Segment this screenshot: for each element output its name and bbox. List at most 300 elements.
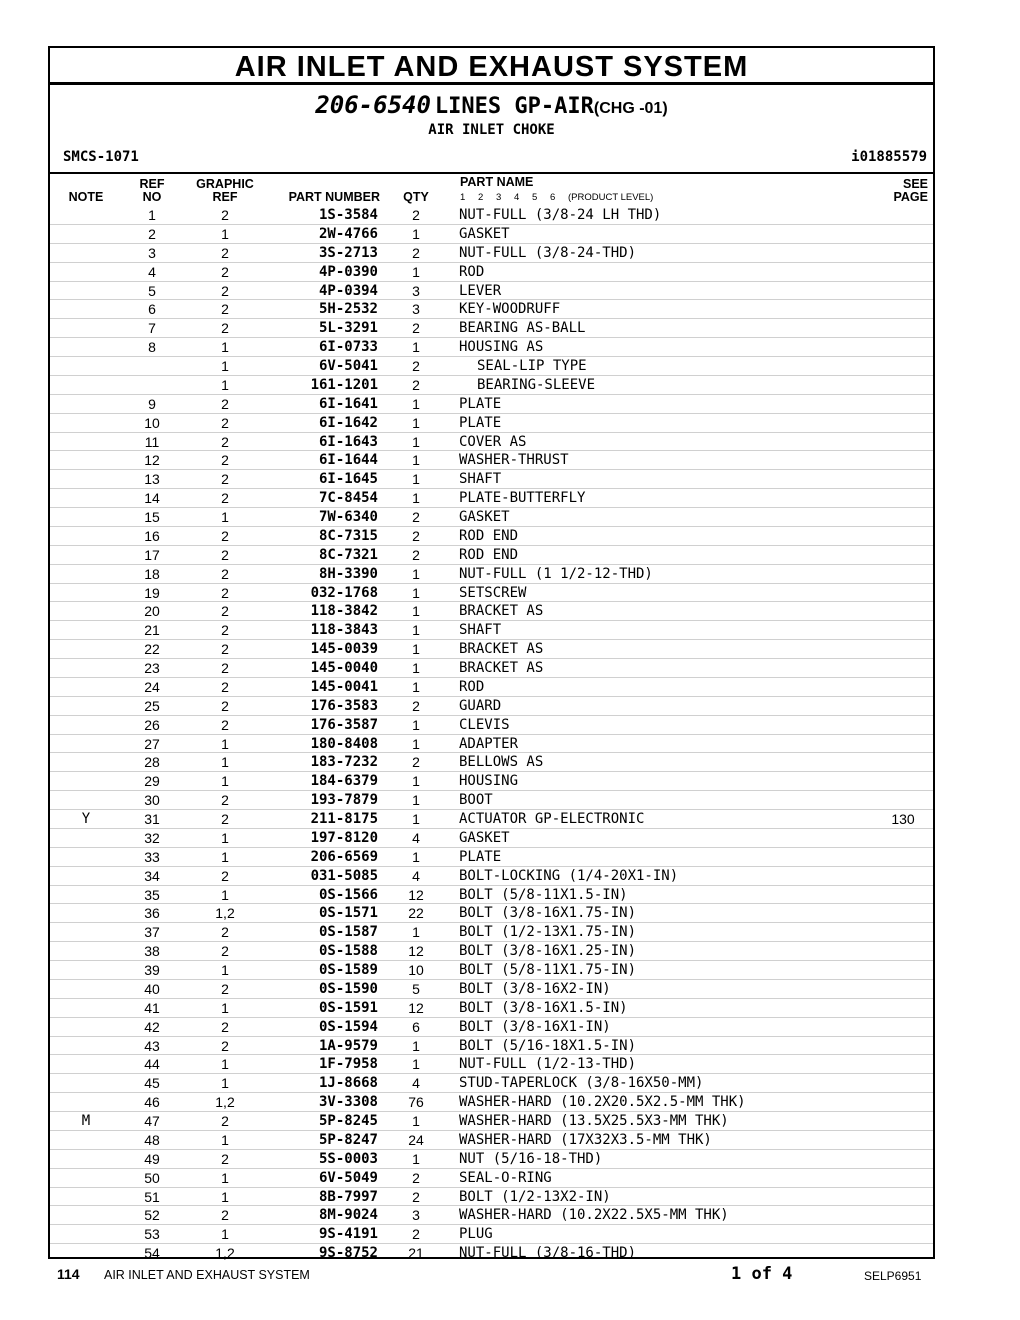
ref-no-cell: 5	[148, 282, 156, 299]
graphic-ref-cell: 1	[221, 962, 229, 978]
part-number-cell: 5L-3291	[318, 320, 378, 337]
graphic-ref-cell: 2	[221, 395, 229, 412]
graphic-ref-cell: 2	[221, 622, 229, 639]
table-row	[50, 527, 933, 546]
part-number-cell: 7W-6340	[318, 509, 378, 525]
part-number-cell: 6I-0733	[318, 339, 378, 356]
graphic-ref-cell: 1,2	[215, 905, 235, 922]
qty-cell: 2	[412, 358, 420, 374]
ref-no-cell: 30	[144, 792, 160, 809]
ref-no-cell: 9	[148, 395, 156, 412]
qty-cell: 3	[412, 282, 420, 299]
level-1: 1	[460, 192, 466, 203]
qty-cell: 6	[412, 1018, 420, 1035]
ref-no-cell: 39	[144, 962, 160, 978]
ref-no-cell: 21	[144, 622, 160, 639]
qty-cell: 2	[412, 1226, 420, 1243]
part-name-cell: ROD END	[459, 546, 519, 563]
table-row	[50, 1018, 933, 1037]
graphic-ref-cell: 2	[221, 301, 229, 318]
qty-cell: 2	[412, 1188, 420, 1205]
graphic-ref-cell: 2	[221, 490, 229, 507]
part-number-cell: 1S-3584	[318, 207, 378, 223]
part-number-cell: 8H-3390	[318, 565, 378, 582]
part-number-cell: 5H-2532	[318, 301, 378, 318]
table-row	[50, 602, 933, 621]
qty-cell: 1	[412, 792, 420, 809]
graphic-ref-cell: 1	[221, 1056, 229, 1073]
table-row	[50, 886, 933, 905]
ref-no-cell: 50	[144, 1169, 160, 1186]
graphic-ref-cell: 2	[221, 565, 229, 582]
ref-no-cell: 52	[144, 1207, 160, 1224]
table-row	[50, 810, 933, 829]
table-row	[50, 584, 933, 603]
part-name-cell: SHAFT	[459, 622, 502, 639]
part-name-cell: BOLT (3/8-16X1-IN)	[459, 1018, 611, 1035]
part-number-cell: 6I-1642	[318, 414, 378, 431]
change-level: (CHG -01)	[593, 100, 668, 117]
ref-no-cell: 15	[144, 509, 160, 525]
table-row	[50, 640, 933, 659]
part-number-cell: 6V-5041	[318, 358, 378, 374]
part-number-cell: 161-1201	[310, 376, 378, 393]
ref-no-cell: 10	[144, 414, 160, 431]
qty-cell: 1	[412, 471, 420, 488]
level-6: 6	[550, 192, 556, 203]
graphic-ref-cell: 1	[221, 1188, 229, 1205]
table-row	[50, 678, 933, 697]
qty-cell: 1	[412, 225, 420, 242]
part-name-cell: BOLT (5/8-11X1.75-IN)	[459, 962, 637, 978]
part-number-cell: 6V-5049	[318, 1169, 378, 1186]
table-row	[50, 659, 933, 678]
level-3: 3	[496, 192, 502, 203]
graphic-ref-cell: 2	[221, 546, 229, 563]
part-name-cell: ROD END	[459, 527, 519, 544]
table-row	[50, 1055, 933, 1074]
table-row	[50, 716, 933, 735]
ref-no-cell: 44	[144, 1056, 160, 1073]
col-qty: QTY	[403, 190, 429, 204]
col-part-number: PART NUMBER	[288, 190, 380, 204]
graphic-ref-cell: 2	[221, 678, 229, 695]
table-row	[50, 1225, 933, 1244]
part-number-cell: 8C-7321	[318, 546, 378, 563]
table-row	[50, 414, 933, 433]
part-name-cell: GASKET	[459, 829, 510, 846]
qty-cell: 12	[408, 999, 424, 1016]
part-number-cell: 0S-1588	[318, 943, 378, 960]
qty-cell: 1	[412, 735, 420, 752]
part-name-cell: BOOT	[459, 792, 493, 809]
part-name-cell: PLATE-BUTTERFLY	[459, 490, 586, 507]
table-row	[50, 1093, 933, 1112]
qty-cell: 1	[412, 848, 420, 865]
part-name-cell: BOLT (3/8-16X1.5-IN)	[459, 999, 628, 1016]
qty-cell: 3	[412, 301, 420, 318]
ref-no-cell: 16	[144, 527, 160, 544]
part-name-cell: NUT-FULL (3/8-16-THD)	[459, 1245, 637, 1262]
part-number-cell: 6I-1643	[318, 433, 378, 450]
graphic-ref-cell: 2	[221, 660, 229, 676]
part-number-cell: 4P-0390	[318, 263, 378, 280]
table-row	[50, 508, 933, 527]
part-number-cell: 9S-4191	[318, 1226, 378, 1243]
qty-cell: 1	[412, 414, 420, 431]
group-heading	[50, 91, 933, 119]
part-number-cell: 6I-1641	[318, 395, 378, 412]
part-number-cell: 193-7879	[310, 792, 378, 809]
table-row	[50, 319, 933, 338]
ref-no-cell: 3	[148, 244, 156, 261]
table-row	[50, 1074, 933, 1093]
part-number-cell: 3V-3308	[318, 1094, 378, 1111]
part-name-cell: BRACKET AS	[459, 603, 544, 620]
part-number-cell: 180-8408	[310, 735, 378, 752]
qty-cell: 1	[412, 1037, 420, 1054]
part-number-cell: 6I-1644	[318, 452, 378, 469]
level-4: 4	[514, 192, 520, 203]
ref-no-cell: 11	[144, 433, 160, 450]
ref-no-cell: 27	[144, 735, 160, 752]
table-row	[50, 433, 933, 452]
part-number-cell: 0S-1591	[318, 999, 378, 1016]
part-number-cell: 5S-0003	[318, 1150, 378, 1167]
qty-cell: 1	[412, 584, 420, 601]
table-row	[50, 735, 933, 754]
table-row	[50, 470, 933, 489]
ref-no-cell: 29	[144, 773, 160, 790]
table-row	[50, 376, 933, 395]
qty-cell: 2	[412, 509, 420, 525]
part-name-cell: BOLT (1/2-13X2-IN)	[459, 1188, 611, 1205]
table-row	[50, 300, 933, 319]
graphic-ref-cell: 1	[221, 773, 229, 790]
graphic-ref-cell: 1	[221, 1131, 229, 1148]
qty-cell: 1	[412, 716, 420, 733]
ref-no-cell: 18	[144, 565, 160, 582]
graphic-ref-cell: 2	[221, 320, 229, 337]
table-row	[50, 1150, 933, 1169]
part-number-cell: 8C-7315	[318, 527, 378, 544]
graphic-ref-cell: 1,2	[215, 1245, 235, 1262]
part-name-cell: ROD	[459, 263, 485, 280]
part-number-cell: 2W-4766	[318, 225, 378, 242]
part-name-cell: BOLT (3/8-16X1.25-IN)	[459, 943, 637, 960]
qty-cell: 2	[412, 527, 420, 544]
graphic-ref-cell: 1	[221, 754, 229, 771]
part-name-cell: BOLT (3/8-16X1.75-IN)	[459, 905, 637, 922]
part-number-cell: 0S-1571	[318, 905, 378, 922]
part-name-cell: PLATE	[459, 848, 502, 865]
graphic-ref-cell: 1	[221, 848, 229, 865]
table-row	[50, 206, 933, 225]
graphic-ref-cell: 2	[221, 980, 229, 997]
part-number-cell: 3S-2713	[318, 244, 378, 261]
group-name: LINES GP-AIR	[434, 94, 594, 119]
ref-no-cell: 4	[148, 263, 156, 280]
qty-cell: 2	[412, 376, 420, 393]
col-note: NOTE	[68, 190, 104, 204]
qty-cell: 1	[412, 1113, 420, 1129]
part-name-cell: GUARD	[459, 697, 502, 714]
table-row	[50, 1112, 933, 1131]
part-name-cell: NUT (5/16-18-THD)	[459, 1150, 603, 1167]
qty-cell: 1	[412, 490, 420, 507]
ref-no-cell: 37	[144, 924, 160, 941]
qty-cell: 4	[412, 867, 420, 884]
section-title: AIR INLET AND EXHAUST SYSTEM	[50, 48, 933, 85]
graphic-ref-cell: 2	[221, 207, 229, 223]
ref-no-cell: 19	[144, 584, 160, 601]
qty-cell: 2	[412, 546, 420, 563]
see-page-cell: 130	[891, 811, 915, 827]
ref-no-cell: 49	[144, 1150, 160, 1167]
graphic-ref-cell: 2	[221, 811, 229, 827]
part-number-cell: 176-3587	[310, 716, 378, 733]
qty-cell: 1	[412, 660, 420, 676]
parts-table-body	[50, 206, 933, 1263]
part-name-cell: KEY-WOODRUFF	[459, 301, 561, 318]
graphic-ref-cell: 2	[221, 792, 229, 809]
product-levels	[460, 192, 653, 203]
footer-doc-id: SELP6951	[864, 1269, 922, 1283]
parts-list-frame	[48, 46, 935, 1262]
qty-cell: 1	[412, 452, 420, 469]
ref-no-cell: 46	[144, 1094, 160, 1111]
qty-cell: 76	[408, 1094, 424, 1111]
part-number-cell: 1J-8668	[318, 1075, 378, 1092]
qty-cell: 1	[412, 263, 420, 280]
part-number-cell: 206-6569	[310, 848, 378, 865]
part-name-cell: BELLOWS AS	[459, 754, 544, 771]
table-row	[50, 546, 933, 565]
part-name-cell: BOLT (1/2-13X1.75-IN)	[459, 924, 637, 941]
qty-cell: 1	[412, 773, 420, 790]
table-row	[50, 999, 933, 1018]
qty-cell: 2	[412, 754, 420, 771]
table-row	[50, 829, 933, 848]
ref-no-cell: 34	[144, 867, 160, 884]
graphic-ref-cell: 1	[221, 339, 229, 356]
ref-no-cell: 32	[144, 829, 160, 846]
part-number-cell: 1F-7958	[318, 1056, 378, 1073]
qty-cell: 24	[408, 1131, 424, 1148]
table-row	[50, 1206, 933, 1225]
qty-cell: 12	[408, 943, 424, 960]
ref-no-cell: 33	[144, 848, 160, 865]
graphic-ref-cell: 2	[221, 716, 229, 733]
table-row	[50, 1131, 933, 1150]
table-row	[50, 565, 933, 584]
part-number-cell: 4P-0394	[318, 282, 378, 299]
part-number-cell: 197-8120	[310, 829, 378, 846]
table-row	[50, 791, 933, 810]
part-name-cell: BRACKET AS	[459, 660, 544, 676]
graphic-ref-cell: 1	[221, 735, 229, 752]
ref-no-cell: 12	[144, 452, 160, 469]
part-name-cell: SEAL-O-RING	[459, 1169, 552, 1186]
table-row	[50, 867, 933, 886]
qty-cell: 22	[408, 905, 424, 922]
graphic-ref-cell: 1	[221, 999, 229, 1016]
graphic-ref-cell: 2	[221, 527, 229, 544]
col-ref-bottom: NO	[142, 190, 162, 204]
part-name-cell: HOUSING AS	[459, 339, 544, 356]
graphic-ref-cell: 2	[221, 244, 229, 261]
graphic-ref-cell: 1	[221, 1169, 229, 1186]
col-part-name: PART NAME	[460, 175, 534, 189]
part-number-cell: 118-3843	[310, 622, 378, 639]
graphic-ref-cell: 2	[221, 414, 229, 431]
part-name-cell: ROD	[459, 678, 485, 695]
part-number-cell: 8M-9024	[318, 1207, 378, 1224]
part-name-cell: WASHER-THRUST	[459, 452, 569, 469]
part-name-cell: BOLT (3/8-16X2-IN)	[459, 980, 611, 997]
table-row	[50, 338, 933, 357]
graphic-ref-cell: 2	[221, 1207, 229, 1224]
part-number-cell: 184-6379	[310, 773, 378, 790]
graphic-ref-cell: 2	[221, 641, 229, 658]
qty-cell: 2	[412, 207, 420, 223]
part-number-cell: 1A-9579	[318, 1037, 378, 1054]
part-name-cell: LEVER	[459, 282, 502, 299]
part-number-cell: 031-5085	[310, 867, 378, 884]
level-5: 5	[532, 192, 538, 203]
col-see-top: SEE	[902, 177, 928, 191]
ref-no-cell: 25	[144, 697, 160, 714]
header-divider	[50, 172, 933, 174]
table-row	[50, 904, 933, 923]
group-subtitle: AIR INLET CHOKE	[428, 122, 555, 138]
qty-cell: 1	[412, 622, 420, 639]
part-number-cell: 0S-1566	[318, 886, 378, 903]
graphic-ref-cell: 1	[221, 1226, 229, 1243]
qty-cell: 1	[412, 1056, 420, 1073]
part-number-cell: 145-0040	[310, 660, 378, 676]
qty-cell: 1	[412, 924, 420, 941]
part-name-cell: SHAFT	[459, 471, 502, 488]
ref-no-cell: 28	[144, 754, 160, 771]
part-name-cell: PLATE	[459, 395, 502, 412]
graphic-ref-cell: 2	[221, 1150, 229, 1167]
ref-no-cell: 22	[144, 641, 160, 658]
part-name-cell: BOLT-LOCKING (1/4-20X1-IN)	[459, 867, 679, 884]
ref-no-cell: 53	[144, 1226, 160, 1243]
part-name-cell: PLUG	[459, 1226, 493, 1243]
table-row	[50, 772, 933, 791]
table-row	[50, 244, 933, 263]
product-level-label: (PRODUCT LEVEL)	[568, 192, 654, 203]
qty-cell: 1	[412, 811, 420, 827]
table-row	[50, 451, 933, 470]
ref-no-cell: 48	[144, 1131, 160, 1148]
part-name-cell: SEAL-LIP TYPE	[477, 358, 587, 374]
qty-cell: 21	[408, 1245, 424, 1262]
table-row	[50, 980, 933, 999]
graphic-ref-cell: 2	[221, 943, 229, 960]
qty-cell: 3	[412, 1207, 420, 1224]
col-graphic-bottom: REF	[212, 190, 238, 204]
part-name-cell: WASHER-HARD (10.2X20.5X2.5-MM THK)	[459, 1094, 746, 1111]
part-name-cell: COVER AS	[459, 433, 527, 450]
col-see-bottom: PAGE	[893, 190, 928, 204]
table-row	[50, 225, 933, 244]
qty-cell: 2	[412, 697, 420, 714]
qty-cell: 2	[412, 1169, 420, 1186]
table-row	[50, 1244, 933, 1263]
qty-cell: 4	[412, 1075, 420, 1092]
ref-no-cell: 31	[144, 811, 160, 827]
note-cell: M	[81, 1113, 91, 1129]
ref-no-cell: 14	[144, 490, 160, 507]
qty-cell: 2	[412, 320, 420, 337]
part-number-cell: 176-3583	[310, 697, 378, 714]
part-name-cell: SETSCREW	[459, 584, 527, 601]
graphic-ref-cell: 2	[221, 263, 229, 280]
part-name-cell: ADAPTER	[459, 735, 519, 752]
ref-no-cell: 24	[144, 678, 160, 695]
ref-no-cell: 36	[144, 905, 160, 922]
part-number-cell: 0S-1589	[318, 962, 378, 978]
graphic-ref-cell: 2	[221, 603, 229, 620]
ref-no-cell: 43	[144, 1037, 160, 1054]
table-row	[50, 395, 933, 414]
ref-no-cell: 17	[144, 546, 160, 563]
ref-no-cell: 35	[144, 886, 160, 903]
table-row	[50, 1169, 933, 1188]
qty-cell: 10	[408, 962, 424, 978]
qty-cell: 1	[412, 641, 420, 658]
graphic-ref-cell: 1	[221, 829, 229, 846]
part-name-cell: NUT-FULL (3/8-24-THD)	[459, 244, 637, 261]
graphic-ref-cell: 1	[221, 358, 229, 374]
part-number-cell: 145-0039	[310, 641, 378, 658]
qty-cell: 1	[412, 603, 420, 620]
part-name-cell: BOLT (5/8-11X1.5-IN)	[459, 886, 628, 903]
graphic-ref-cell: 1	[221, 509, 229, 525]
table-row	[50, 621, 933, 640]
table-row	[50, 848, 933, 867]
footer-sheet: 1 of 4	[731, 1264, 793, 1284]
part-number-cell: 032-1768	[310, 584, 378, 601]
group-number: 206-6540	[315, 91, 431, 119]
part-name-cell: NUT-FULL (3/8-24 LH THD)	[459, 207, 662, 223]
part-number-cell: 0S-1590	[318, 980, 378, 997]
part-number-cell: 5P-8247	[318, 1131, 378, 1148]
part-name-cell: WASHER-HARD (13.5X25.5X3-MM THK)	[459, 1113, 729, 1129]
table-row	[50, 697, 933, 716]
part-name-cell: WASHER-HARD (10.2X22.5X5-MM THK)	[459, 1207, 729, 1224]
graphic-ref-cell: 2	[221, 433, 229, 450]
ref-no-cell: 54	[144, 1245, 160, 1262]
part-name-cell: GASKET	[459, 509, 510, 525]
table-row	[50, 753, 933, 772]
part-number-cell: 0S-1587	[318, 924, 378, 941]
graphic-ref-cell: 2	[221, 1113, 229, 1129]
qty-cell: 4	[412, 829, 420, 846]
part-name-cell: PLATE	[459, 414, 502, 431]
part-name-cell: BOLT (5/16-18X1.5-IN)	[459, 1037, 637, 1054]
level-2: 2	[478, 192, 484, 203]
part-name-cell: BRACKET AS	[459, 641, 544, 658]
col-graphic-top: GRAPHIC	[196, 177, 254, 191]
part-number-cell: 145-0041	[310, 678, 378, 695]
graphic-ref-cell: 1	[221, 886, 229, 903]
table-row	[50, 282, 933, 301]
graphic-ref-cell: 1	[221, 1075, 229, 1092]
